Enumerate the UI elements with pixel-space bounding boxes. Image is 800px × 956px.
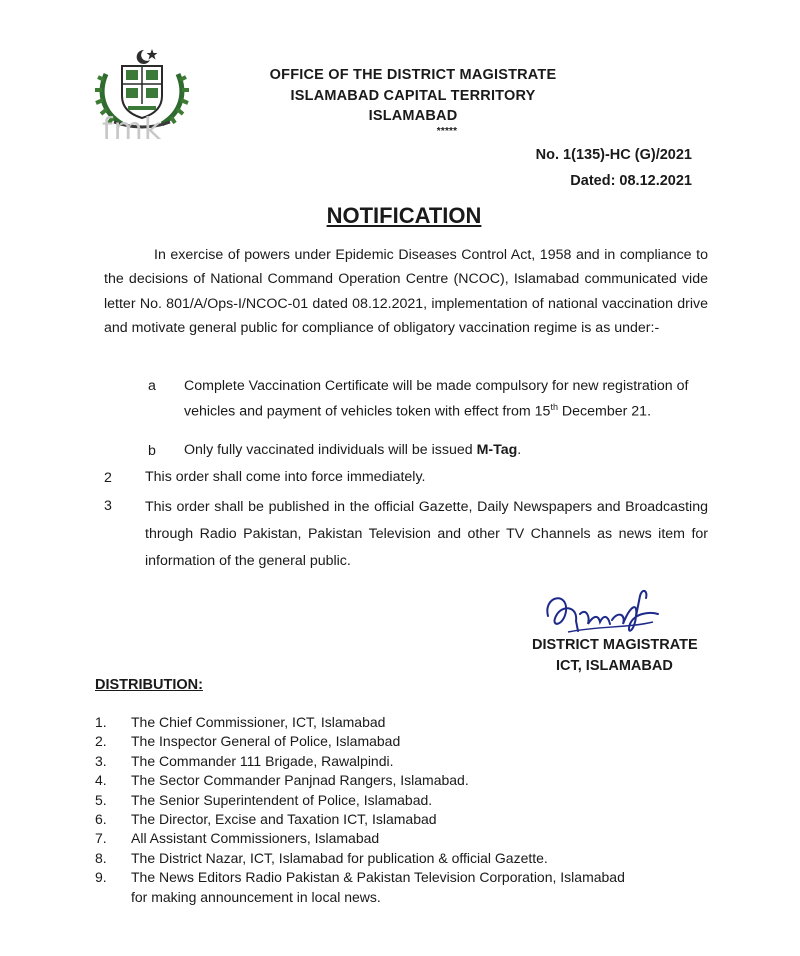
sub-item-b-text: Only fully vaccinated individuals will be issued xyxy=(184,442,477,458)
point-2-marker: 2 xyxy=(104,470,112,486)
sub-item-b-marker: b xyxy=(148,443,156,459)
point-3-marker: 3 xyxy=(104,498,112,514)
sub-item-a-sup: th xyxy=(550,402,558,412)
reference-number: No. 1(135)-HC (G)/2021 xyxy=(535,147,692,163)
header-stars: ***** xyxy=(436,126,458,137)
list-item-number: 3. xyxy=(95,752,107,769)
watermark: fmk xyxy=(102,112,163,147)
list-item xyxy=(95,752,735,771)
intro-paragraph: In exercise of powers under Epidemic Diseases Control Act, 1958 and in compliance to the decisions of National Command Operation Centre (NCOC), Islamabad communicated vide letter No. 801/A/Ops-I/NCOC-01 dated 08.12.2021, implementation of national vaccination drive and motivate general public for compliance of obligatory vaccination regime is as under:- xyxy=(104,247,708,337)
sub-item-b-text-end: . xyxy=(517,442,522,458)
list-item-number: 9. xyxy=(95,869,107,886)
list-item-text: The District Nazar, ICT, Islamabad for publication & official Gazette. xyxy=(131,849,548,866)
list-item-number: 6. xyxy=(95,810,107,827)
list-item xyxy=(95,713,735,732)
list-item-number: 5. xyxy=(95,791,107,808)
point-2-text: This order shall come into force immediately. xyxy=(145,469,426,485)
distribution-list xyxy=(95,713,735,907)
list-item-number: 2. xyxy=(95,733,107,750)
list-item xyxy=(95,810,735,829)
notification-title: NOTIFICATION xyxy=(326,203,482,228)
list-item-text: The Senior Superintendent of Police, Islamabad. xyxy=(131,791,433,808)
list-item xyxy=(95,732,735,751)
list-item-number: 1. xyxy=(95,714,107,730)
list-item xyxy=(95,771,735,790)
list-item-text: The Chief Commissioner, ICT, Islamabad xyxy=(131,714,386,730)
list-item xyxy=(95,868,735,887)
list-item-number: 7. xyxy=(95,830,107,847)
sub-item-a xyxy=(184,376,708,423)
city-title: ISLAMABAD xyxy=(368,108,458,124)
territory-title: ISLAMABAD CAPITAL TERRITORY xyxy=(290,88,536,104)
sub-item-a-text-end: December 21. xyxy=(557,403,652,420)
list-item-continuation xyxy=(95,888,735,907)
distribution-heading: DISTRIBUTION: xyxy=(95,677,203,693)
list-item-text: The Commander 111 Brigade, Rawalpindi. xyxy=(131,752,394,769)
list-item-number: 8. xyxy=(95,849,107,866)
list-item-text: The News Editors Radio Pakistan & Pakistan Television Corporation, Islamabad xyxy=(131,869,625,886)
m-tag-label: M-Tag xyxy=(476,442,518,458)
list-item xyxy=(95,849,735,868)
list-item-number: 4. xyxy=(95,772,107,789)
point-3-text: This order shall be published in the official Gazette, Daily Newspapers and Broadcasting through Radio Pakistan, Pakistan Television and other TV Channels as news item for information of the general public. xyxy=(145,499,708,569)
reference-date: Dated: 08.12.2021 xyxy=(570,173,692,189)
list-item-text: The Inspector General of Police, Islamabad xyxy=(131,733,401,750)
list-item-text: for making announcement in local news. xyxy=(131,888,381,905)
sub-item-a-text: Complete Vaccination Certificate will be made compulsory for new registration of vehicles and payment of vehicles token with effect from 15 xyxy=(184,378,689,420)
list-item-text: The Director, Excise and Taxation ICT, Islamabad xyxy=(131,810,437,827)
list-item xyxy=(95,829,735,848)
sub-item-a-marker: a xyxy=(148,378,156,394)
signatory-title: DISTRICT MAGISTRATE xyxy=(532,637,698,653)
list-item xyxy=(95,791,735,810)
sub-item-b xyxy=(184,442,521,458)
signatory-place: ICT, ISLAMABAD xyxy=(556,658,673,674)
list-item-text: The Sector Commander Panjnad Rangers, Islamabad. xyxy=(131,772,469,789)
office-title: OFFICE OF THE DISTRICT MAGISTRATE xyxy=(269,67,557,83)
list-item-text: All Assistant Commissioners, Islamabad xyxy=(131,830,380,847)
